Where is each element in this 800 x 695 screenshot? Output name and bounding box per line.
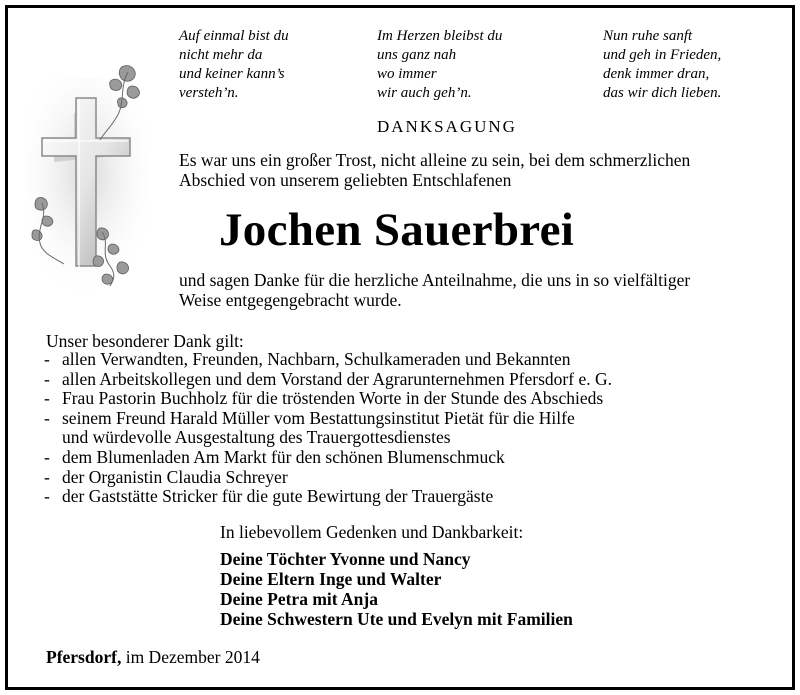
intro-paragraph (179, 150, 690, 190)
date: im Dezember 2014 (125, 647, 260, 667)
bullet-dash: - (44, 486, 50, 507)
poem-line: und keiner kann’s (179, 66, 285, 82)
special-thanks-list (44, 350, 612, 507)
thanks-item-text: der Gaststätte Stricker für die gute Bewirtung der Trauergäste (62, 486, 494, 507)
signature-line: Deine Schwestern Ute und Evelyn mit Familien (220, 609, 573, 629)
gratitude-line: und sagen Danke für die herzliche Anteilnahme, die uns in so vielfältiger (179, 270, 691, 290)
poem-right (603, 27, 721, 103)
thanks-item (44, 350, 612, 370)
poem-left (179, 27, 289, 103)
thanks-item-text: allen Verwandten, Freunden, Nachbarn, Schulkameraden und Bekannten (62, 349, 571, 369)
thanks-item (44, 448, 612, 468)
thanks-item-text: der Organistin Claudia Schreyer (62, 466, 288, 487)
poem-line: nicht mehr da (179, 47, 263, 63)
poem-line: versteh’n. (179, 85, 239, 101)
poem-line: uns ganz nah (377, 47, 457, 63)
poem-line: Auf einmal bist du (179, 28, 289, 44)
thanks-item-text: dem Blumenladen Am Markt für den schönen Blumenschmuck (62, 446, 505, 467)
signature-line: Deine Petra mit Anja (220, 589, 378, 609)
poem-line: wir auch geh’n. (377, 85, 472, 101)
poem-line: Nun ruhe sanft (603, 28, 693, 44)
thanks-item-continuation: und würdevolle Ausgestaltung des Trauergottesdienstes (62, 427, 451, 448)
intro-line: Es war uns ein großer Trost, nicht alleine zu sein, bei dem schmerzlichen (179, 150, 691, 170)
gratitude-paragraph (179, 270, 690, 310)
bullet-dash: - (44, 466, 50, 487)
poem-line: Im Herzen bleibst du (377, 28, 503, 44)
heading-danksagung: DANKSAGUNG (377, 117, 517, 136)
thanks-item (44, 389, 612, 409)
bullet-dash: - (44, 446, 50, 467)
intro-line: Abschied von unserem geliebten Entschlafenen (179, 170, 512, 190)
thanks-item (44, 468, 612, 488)
thanks-item (44, 487, 612, 507)
thanks-item (44, 370, 612, 390)
poem-line: das wir dich lieben. (603, 85, 722, 101)
thanks-item-text: Frau Pastorin Buchholz für die tröstenden Worte in der Stunde des Abschieds (62, 388, 604, 409)
poem-line: und geh in Frieden, (603, 47, 722, 63)
place-date (46, 647, 260, 667)
bullet-dash: - (44, 407, 50, 428)
poem-line: denk immer dran, (603, 66, 710, 82)
poem-middle (377, 27, 502, 103)
thanks-item (44, 409, 612, 448)
bullet-dash: - (44, 349, 50, 369)
signature-line: Deine Eltern Inge und Walter (220, 569, 442, 589)
special-thanks-intro: Unser besonderer Dank gilt: (46, 331, 244, 351)
bullet-dash: - (44, 368, 50, 389)
thanks-item-text: allen Arbeitskollegen und dem Vorstand der Agrarunternehmen Pfersdorf e. G. (62, 368, 612, 389)
poem-line: wo immer (377, 66, 437, 82)
bullet-dash: - (44, 388, 50, 409)
gratitude-line: Weise entgegengebracht wurde. (179, 290, 402, 310)
cross-with-ivy-icon (24, 58, 154, 303)
signatures (220, 549, 573, 629)
place: Pfersdorf, (46, 647, 122, 667)
closing-line: In liebevollem Gedenken und Dankbarkeit: (220, 522, 524, 542)
deceased-name: Jochen Sauerbrei (219, 204, 575, 256)
thanks-item-text: seinem Freund Harald Müller vom Bestattungsinstitut Pietät für die Hilfe (62, 407, 575, 428)
signature-line: Deine Töchter Yvonne und Nancy (220, 549, 471, 569)
